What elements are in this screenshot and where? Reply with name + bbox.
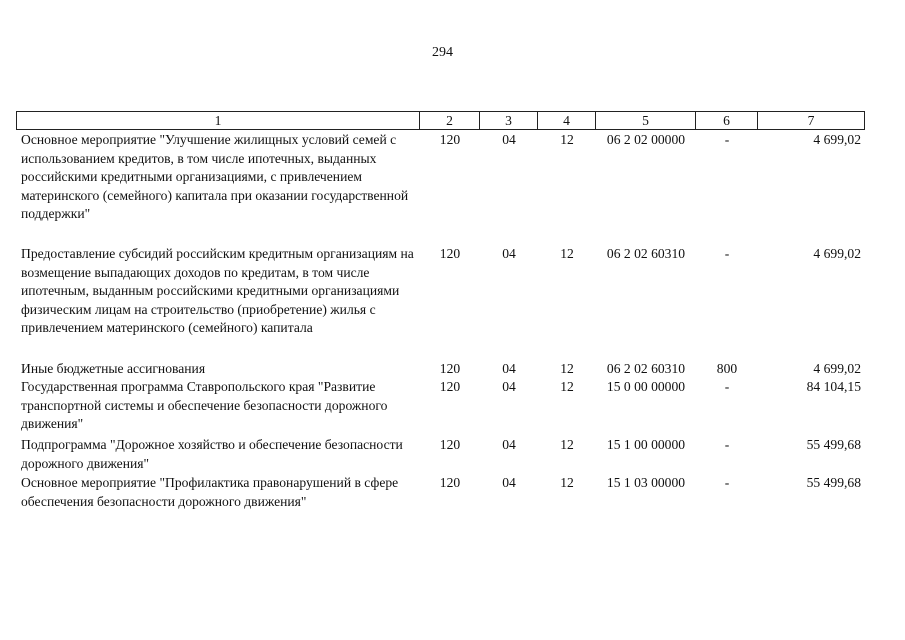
row-name: Предоставление субсидий российским кредитным организациям на возмещение выпадающих доходов по кредитам, в том числе ипотечным, выданным российскими кредитными организациями физическим лицам на строительство (приобретение) жилья с привлечением материнского (семейного) капитала (21, 246, 414, 335)
row-col-3: 04 (502, 361, 516, 376)
row-col-6: - (724, 379, 730, 394)
row-col-2: 120 (439, 379, 461, 394)
row-col-4: 12 (560, 379, 574, 394)
row-col-2: 120 (439, 361, 461, 376)
row-col-7: 84 104,15 (806, 379, 861, 394)
row-name: Подпрограмма "Дорожное хозяйство и обеспечение безопасности дорожного движения" (21, 437, 403, 471)
row-col-5: 15 1 03 00000 (606, 475, 686, 490)
row-col-3: 04 (502, 379, 516, 394)
row-col-7: 55 499,68 (806, 437, 861, 452)
row-col-3: 04 (502, 475, 516, 490)
row-name: Государственная программа Ставропольского края "Развитие транспортной системы и обеспечение безопасности дорожного движения" (21, 379, 388, 431)
row-col-3: 04 (502, 246, 516, 261)
row-col-4: 12 (560, 246, 574, 261)
column-header-7: 7 (758, 112, 865, 130)
row-name: Иные бюджетные ассигнования (21, 361, 206, 376)
row-col-7: 4 699,02 (813, 361, 861, 376)
page-number: 294 (432, 45, 453, 60)
column-header-6: 6 (696, 112, 758, 130)
row-col-6: - (724, 437, 730, 452)
row-col-5: 06 2 02 60310 (606, 361, 686, 376)
column-header-2: 2 (420, 112, 480, 130)
column-header-1: 1 (17, 112, 420, 130)
row-col-6: - (724, 246, 730, 261)
row-col-5: 06 2 02 00000 (606, 132, 686, 147)
row-col-5: 06 2 02 60310 (606, 246, 686, 261)
row-col-7: 4 699,02 (813, 132, 861, 147)
row-col-7: 55 499,68 (806, 475, 861, 490)
row-col-6: 800 (716, 361, 738, 376)
row-col-5: 15 0 00 00000 (606, 379, 686, 394)
row-col-4: 12 (560, 132, 574, 147)
row-col-4: 12 (560, 475, 574, 490)
row-col-2: 120 (439, 132, 461, 147)
row-col-2: 120 (439, 246, 461, 261)
row-col-7: 4 699,02 (813, 246, 861, 261)
row-col-6: - (724, 475, 730, 490)
row-name: Основное мероприятие "Улучшение жилищных условий семей с использованием кредитов, в том числе ипотечных, выданных российскими кредитными организациями, с привлечением материнского (семейного) капитала при оказании государственной поддержки" (21, 132, 409, 221)
row-col-3: 04 (502, 437, 516, 452)
row-col-2: 120 (439, 475, 461, 490)
column-header-4: 4 (538, 112, 596, 130)
row-col-5: 15 1 00 00000 (606, 437, 686, 452)
row-col-4: 12 (560, 437, 574, 452)
row-col-3: 04 (502, 132, 516, 147)
row-col-4: 12 (560, 361, 574, 376)
column-header-3: 3 (480, 112, 538, 130)
row-name: Основное мероприятие "Профилактика правонарушений в сфере обеспечения безопасности дорожного движения" (21, 475, 399, 509)
row-col-2: 120 (439, 437, 461, 452)
column-header-5: 5 (596, 112, 696, 130)
row-col-6: - (724, 132, 730, 147)
